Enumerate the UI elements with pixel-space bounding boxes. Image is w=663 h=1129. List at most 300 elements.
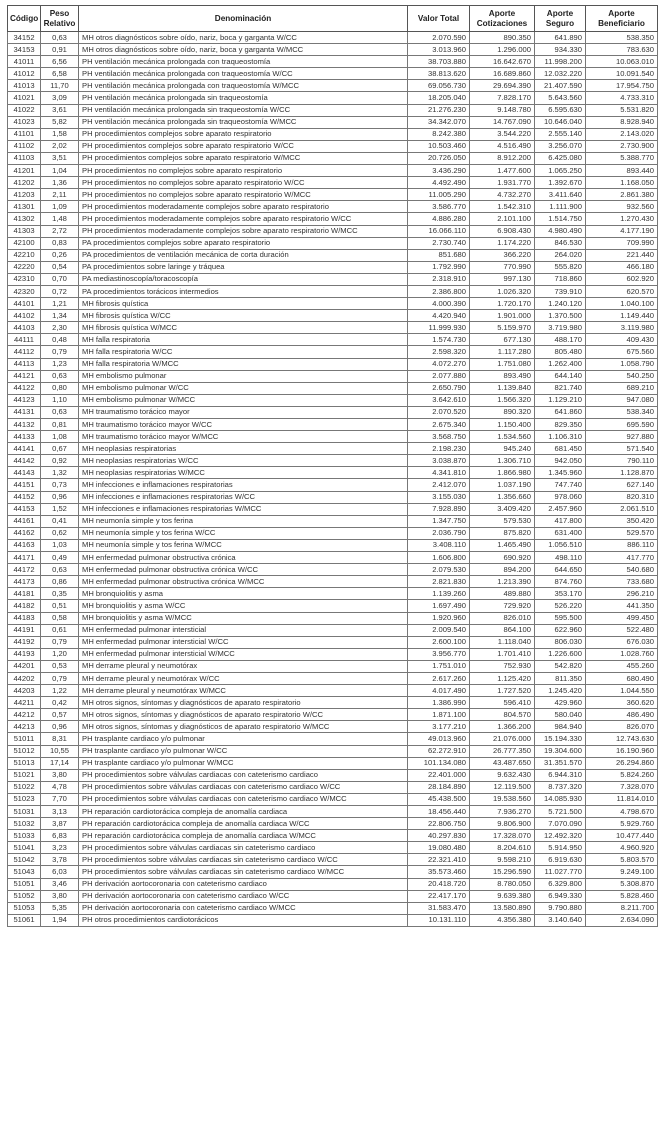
cell-aporte-cotizaciones: 1.213.390 — [470, 576, 535, 588]
cell-aporte-beneficiario: 296.210 — [586, 588, 658, 600]
cell-valor-total: 28.184.890 — [408, 781, 470, 793]
cell-codigo: 44141 — [8, 443, 41, 455]
cell-codigo: 41303 — [8, 225, 41, 237]
table-row — [8, 733, 658, 745]
cell-peso-relativo: 1,58 — [41, 128, 79, 140]
cell-codigo: 44213 — [8, 721, 41, 733]
cell-codigo: 44173 — [8, 576, 41, 588]
table-row — [8, 479, 658, 491]
cell-codigo: 51023 — [8, 793, 41, 805]
cell-aporte-seguro: 739.910 — [535, 285, 586, 297]
cell-valor-total: 2.386.800 — [408, 285, 470, 297]
cell-peso-relativo: 0,54 — [41, 261, 79, 273]
cell-peso-relativo: 6,56 — [41, 56, 79, 68]
cell-denominacion: PA procedimientos de ventilación mecánica de corta duración — [79, 249, 408, 261]
cell-aporte-cotizaciones: 677.130 — [470, 334, 535, 346]
table-row — [8, 527, 658, 539]
cell-denominacion: MH infecciones e inflamaciones respiratorias — [79, 479, 408, 491]
cell-codigo: 34153 — [8, 44, 41, 56]
table-row — [8, 491, 658, 503]
cell-valor-total: 3.956.770 — [408, 648, 470, 660]
cell-aporte-beneficiario: 538.340 — [586, 406, 658, 418]
cell-valor-total: 1.606.800 — [408, 552, 470, 564]
cell-aporte-beneficiario: 627.140 — [586, 479, 658, 491]
cell-codigo: 44172 — [8, 564, 41, 576]
cell-valor-total: 35.573.460 — [408, 866, 470, 878]
cell-aporte-cotizaciones: 1.356.660 — [470, 491, 535, 503]
cell-aporte-beneficiario: 893.440 — [586, 165, 658, 177]
cell-aporte-seguro: 1.370.500 — [535, 310, 586, 322]
cell-codigo: 44111 — [8, 334, 41, 346]
cell-codigo: 44162 — [8, 527, 41, 539]
cell-codigo: 41102 — [8, 140, 41, 152]
cell-aporte-beneficiario: 360.620 — [586, 697, 658, 709]
cell-valor-total: 22.401.000 — [408, 769, 470, 781]
cell-aporte-beneficiario: 680.490 — [586, 672, 658, 684]
table-row — [8, 806, 658, 818]
cell-aporte-beneficiario: 10.477.440 — [586, 830, 658, 842]
cell-aporte-cotizaciones: 14.767.090 — [470, 116, 535, 128]
cell-peso-relativo: 2,02 — [41, 140, 79, 152]
cell-aporte-cotizaciones: 894.200 — [470, 564, 535, 576]
cell-aporte-seguro: 1.262.400 — [535, 358, 586, 370]
cell-peso-relativo: 1,52 — [41, 503, 79, 515]
cell-denominacion: MH otros signos, síntomas y diagnósticos de aparato respiratorio W/MCC — [79, 721, 408, 733]
cell-aporte-seguro: 644.650 — [535, 564, 586, 576]
cell-codigo: 41302 — [8, 213, 41, 225]
cell-aporte-beneficiario: 4.177.190 — [586, 225, 658, 237]
cell-aporte-beneficiario: 820.310 — [586, 491, 658, 503]
cell-codigo: 44183 — [8, 612, 41, 624]
cell-aporte-cotizaciones: 16.642.670 — [470, 56, 535, 68]
cell-codigo: 41301 — [8, 201, 41, 213]
cell-denominacion: PH derivación aortocoronaria con cateterismo cardiaco W/CC — [79, 890, 408, 902]
header-aporte-seguro: Aporte Seguro — [535, 6, 586, 32]
cell-valor-total: 38.813.620 — [408, 68, 470, 80]
table-row — [8, 104, 658, 116]
cell-aporte-beneficiario: 499.450 — [586, 612, 658, 624]
cell-valor-total: 45.438.500 — [408, 793, 470, 805]
cell-denominacion: PH derivación aortocoronaria con cateterismo cardiaco — [79, 878, 408, 890]
cell-aporte-cotizaciones: 4.516.490 — [470, 140, 535, 152]
cell-aporte-cotizaciones: 1.866.980 — [470, 467, 535, 479]
cell-aporte-beneficiario: 2.143.020 — [586, 128, 658, 140]
table-row — [8, 201, 658, 213]
cell-peso-relativo: 3,46 — [41, 878, 79, 890]
cell-codigo: 41202 — [8, 177, 41, 189]
cell-aporte-seguro: 681.450 — [535, 443, 586, 455]
cell-denominacion: MH embolismo pulmonar — [79, 370, 408, 382]
table-row — [8, 842, 658, 854]
cell-valor-total: 3.642.610 — [408, 394, 470, 406]
table-row — [8, 890, 658, 902]
cell-denominacion: PH ventilación mecánica prolongada con traqueostomía W/MCC — [79, 80, 408, 92]
cell-aporte-seguro: 488.170 — [535, 334, 586, 346]
cell-aporte-cotizaciones: 9.806.900 — [470, 818, 535, 830]
cell-denominacion: PH reparación cardiotorácica compleja de anomalía cardiaca W/CC — [79, 818, 408, 830]
cell-peso-relativo: 0,73 — [41, 479, 79, 491]
cell-aporte-beneficiario: 221.440 — [586, 249, 658, 261]
cell-aporte-seguro: 11.027.770 — [535, 866, 586, 878]
cell-aporte-seguro: 21.407.590 — [535, 80, 586, 92]
table-row — [8, 310, 658, 322]
cell-peso-relativo: 0,51 — [41, 600, 79, 612]
cell-aporte-beneficiario: 927.880 — [586, 431, 658, 443]
cell-valor-total: 20.418.720 — [408, 878, 470, 890]
cell-valor-total: 2.009.540 — [408, 624, 470, 636]
cell-codigo: 44203 — [8, 685, 41, 697]
cell-denominacion: PH procedimientos complejos sobre aparato respiratorio W/MCC — [79, 152, 408, 164]
cell-denominacion: MH enfermedad pulmonar obstructiva crónica — [79, 552, 408, 564]
cell-aporte-beneficiario: 676.030 — [586, 636, 658, 648]
cell-denominacion: PH procedimientos sobre válvulas cardiacas sin cateterismo cardiaco — [79, 842, 408, 854]
cell-codigo: 44153 — [8, 503, 41, 515]
cell-aporte-seguro: 6.595.630 — [535, 104, 586, 116]
grd-tariff-table — [7, 5, 658, 927]
table-row — [8, 213, 658, 225]
cell-aporte-seguro: 829.350 — [535, 419, 586, 431]
cell-aporte-cotizaciones: 864.100 — [470, 624, 535, 636]
cell-aporte-seguro: 984.940 — [535, 721, 586, 733]
cell-aporte-seguro: 641.860 — [535, 406, 586, 418]
cell-aporte-seguro: 6.425.080 — [535, 152, 586, 164]
cell-aporte-seguro: 6.949.330 — [535, 890, 586, 902]
cell-aporte-beneficiario: 10.063.010 — [586, 56, 658, 68]
cell-aporte-seguro: 353.170 — [535, 588, 586, 600]
cell-aporte-beneficiario: 11.814.010 — [586, 793, 658, 805]
cell-denominacion: PH procedimientos sobre válvulas cardiacas con cateterismo cardiaco W/MCC — [79, 793, 408, 805]
cell-peso-relativo: 3,80 — [41, 890, 79, 902]
table-row — [8, 44, 658, 56]
cell-aporte-cotizaciones: 1.174.220 — [470, 237, 535, 249]
cell-codigo: 44192 — [8, 636, 41, 648]
cell-aporte-seguro: 644.140 — [535, 370, 586, 382]
cell-peso-relativo: 3,23 — [41, 842, 79, 854]
cell-aporte-beneficiario: 16.190.960 — [586, 745, 658, 757]
cell-denominacion: PH procedimientos moderadamente complejos sobre aparato respiratorio W/MCC — [79, 225, 408, 237]
cell-denominacion: MH traumatismo torácico mayor W/MCC — [79, 431, 408, 443]
cell-aporte-seguro: 10.646.040 — [535, 116, 586, 128]
cell-aporte-cotizaciones: 13.580.890 — [470, 902, 535, 914]
cell-valor-total: 4.072.270 — [408, 358, 470, 370]
cell-valor-total: 2.070.590 — [408, 32, 470, 44]
cell-valor-total: 3.013.960 — [408, 44, 470, 56]
cell-valor-total: 7.928.890 — [408, 503, 470, 515]
table-row — [8, 382, 658, 394]
cell-valor-total: 38.703.880 — [408, 56, 470, 68]
cell-aporte-seguro: 12.032.220 — [535, 68, 586, 80]
cell-denominacion: MH otros diagnósticos sobre oído, nariz, boca y garganta W/MCC — [79, 44, 408, 56]
cell-peso-relativo: 3,87 — [41, 818, 79, 830]
cell-peso-relativo: 0,35 — [41, 588, 79, 600]
cell-peso-relativo: 5,82 — [41, 116, 79, 128]
cell-denominacion: MH otros signos, síntomas y diagnósticos de aparato respiratorio — [79, 697, 408, 709]
cell-aporte-beneficiario: 350.420 — [586, 515, 658, 527]
cell-valor-total: 8.242.380 — [408, 128, 470, 140]
cell-peso-relativo: 0,61 — [41, 624, 79, 636]
cell-aporte-cotizaciones: 729.920 — [470, 600, 535, 612]
cell-valor-total: 1.386.990 — [408, 697, 470, 709]
cell-aporte-seguro: 264.020 — [535, 249, 586, 261]
cell-aporte-beneficiario: 5.803.570 — [586, 854, 658, 866]
cell-peso-relativo: 4,78 — [41, 781, 79, 793]
table-row — [8, 709, 658, 721]
cell-aporte-cotizaciones: 21.076.000 — [470, 733, 535, 745]
cell-peso-relativo: 3,61 — [41, 104, 79, 116]
cell-aporte-seguro: 9.790.880 — [535, 902, 586, 914]
cell-codigo: 44142 — [8, 455, 41, 467]
cell-denominacion: MH falla respiratoria W/MCC — [79, 358, 408, 370]
table-row — [8, 334, 658, 346]
cell-denominacion: PH trasplante cardiaco y/o pulmonar W/MCC — [79, 757, 408, 769]
table-row — [8, 32, 658, 44]
cell-aporte-seguro: 429.960 — [535, 697, 586, 709]
table-row — [8, 588, 658, 600]
cell-codigo: 51022 — [8, 781, 41, 793]
cell-denominacion: PH procedimientos no complejos sobre aparato respiratorio W/MCC — [79, 189, 408, 201]
cell-aporte-beneficiario: 538.350 — [586, 32, 658, 44]
cell-aporte-beneficiario: 466.180 — [586, 261, 658, 273]
cell-aporte-seguro: 19.304.600 — [535, 745, 586, 757]
cell-aporte-cotizaciones: 1.306.710 — [470, 455, 535, 467]
cell-aporte-seguro: 11.998.200 — [535, 56, 586, 68]
cell-aporte-cotizaciones: 1.139.840 — [470, 382, 535, 394]
table-row — [8, 406, 658, 418]
cell-valor-total: 1.751.010 — [408, 660, 470, 672]
cell-codigo: 44133 — [8, 431, 41, 443]
cell-denominacion: MH neumonía simple y tos ferina W/CC — [79, 527, 408, 539]
cell-aporte-beneficiario: 695.590 — [586, 419, 658, 431]
table-row — [8, 660, 658, 672]
cell-aporte-cotizaciones: 1.720.170 — [470, 298, 535, 310]
cell-denominacion: PH procedimientos complejos sobre aparato respiratorio W/CC — [79, 140, 408, 152]
table-row — [8, 298, 658, 310]
cell-codigo: 44163 — [8, 539, 41, 551]
cell-denominacion: PA procedimientos complejos sobre aparato respiratorio — [79, 237, 408, 249]
cell-aporte-beneficiario: 5.929.760 — [586, 818, 658, 830]
cell-denominacion: PH trasplante cardiaco y/o pulmonar — [79, 733, 408, 745]
cell-aporte-beneficiario: 2.861.380 — [586, 189, 658, 201]
cell-aporte-beneficiario: 733.680 — [586, 576, 658, 588]
table-row — [8, 914, 658, 926]
cell-peso-relativo: 3,09 — [41, 92, 79, 104]
cell-codigo: 41201 — [8, 165, 41, 177]
table-row — [8, 818, 658, 830]
cell-denominacion: MH derrame pleural y neumotórax — [79, 660, 408, 672]
cell-codigo: 41022 — [8, 104, 41, 116]
cell-valor-total: 10.131.110 — [408, 914, 470, 926]
cell-aporte-cotizaciones: 1.125.420 — [470, 672, 535, 684]
cell-aporte-cotizaciones: 1.117.280 — [470, 346, 535, 358]
cell-aporte-cotizaciones: 1.751.080 — [470, 358, 535, 370]
cell-codigo: 44143 — [8, 467, 41, 479]
cell-codigo: 41012 — [8, 68, 41, 80]
cell-valor-total: 2.070.520 — [408, 406, 470, 418]
cell-valor-total: 4.017.490 — [408, 685, 470, 697]
cell-aporte-seguro: 417.800 — [535, 515, 586, 527]
table-row — [8, 455, 658, 467]
cell-peso-relativo: 0,70 — [41, 273, 79, 285]
cell-codigo: 51012 — [8, 745, 41, 757]
cell-codigo: 44193 — [8, 648, 41, 660]
cell-peso-relativo: 0,83 — [41, 237, 79, 249]
table-row — [8, 189, 658, 201]
cell-aporte-beneficiario: 522.480 — [586, 624, 658, 636]
cell-aporte-beneficiario: 417.770 — [586, 552, 658, 564]
table-row — [8, 285, 658, 297]
table-row — [8, 370, 658, 382]
cell-aporte-cotizaciones: 770.990 — [470, 261, 535, 273]
cell-aporte-seguro: 978.060 — [535, 491, 586, 503]
cell-peso-relativo: 1,94 — [41, 914, 79, 926]
cell-denominacion: MH otros signos, síntomas y diagnósticos de aparato respiratorio W/CC — [79, 709, 408, 721]
cell-codigo: 42210 — [8, 249, 41, 261]
cell-peso-relativo: 10,55 — [41, 745, 79, 757]
cell-peso-relativo: 11,70 — [41, 80, 79, 92]
table-row — [8, 769, 658, 781]
cell-aporte-cotizaciones: 3.544.220 — [470, 128, 535, 140]
cell-peso-relativo: 0,62 — [41, 527, 79, 539]
cell-aporte-beneficiario: 1.044.550 — [586, 685, 658, 697]
cell-aporte-cotizaciones: 1.727.520 — [470, 685, 535, 697]
cell-aporte-seguro: 526.220 — [535, 600, 586, 612]
cell-aporte-cotizaciones: 489.880 — [470, 588, 535, 600]
cell-codigo: 44211 — [8, 697, 41, 709]
cell-valor-total: 2.079.530 — [408, 564, 470, 576]
cell-aporte-beneficiario: 1.028.760 — [586, 648, 658, 660]
cell-aporte-seguro: 942.050 — [535, 455, 586, 467]
cell-aporte-cotizaciones: 19.538.560 — [470, 793, 535, 805]
table-row — [8, 140, 658, 152]
cell-aporte-cotizaciones: 366.220 — [470, 249, 535, 261]
cell-denominacion: PH ventilación mecánica prolongada sin traqueostomía W/CC — [79, 104, 408, 116]
cell-denominacion: PH procedimientos sobre válvulas cardiacas sin cateterismo cardiaco W/CC — [79, 854, 408, 866]
cell-peso-relativo: 1,03 — [41, 539, 79, 551]
cell-aporte-beneficiario: 409.430 — [586, 334, 658, 346]
header-peso-relativo: Peso Relativo — [41, 6, 79, 32]
cell-denominacion: PH procedimientos sobre válvulas cardiacas sin cateterismo cardiaco W/MCC — [79, 866, 408, 878]
cell-aporte-cotizaciones: 690.920 — [470, 552, 535, 564]
cell-codigo: 51043 — [8, 866, 41, 878]
cell-valor-total: 3.568.750 — [408, 431, 470, 443]
cell-valor-total: 4.420.940 — [408, 310, 470, 322]
cell-codigo: 51051 — [8, 878, 41, 890]
table-row — [8, 745, 658, 757]
cell-peso-relativo: 0,42 — [41, 697, 79, 709]
table-row — [8, 672, 658, 684]
cell-peso-relativo: 6,03 — [41, 866, 79, 878]
table-row — [8, 781, 658, 793]
cell-peso-relativo: 0,80 — [41, 382, 79, 394]
table-row — [8, 576, 658, 588]
cell-denominacion: PH ventilación mecánica prolongada con traqueostomía — [79, 56, 408, 68]
cell-denominacion: MH derrame pleural y neumotórax W/CC — [79, 672, 408, 684]
cell-denominacion: MH enfermedad pulmonar intersticial — [79, 624, 408, 636]
cell-denominacion: MH enfermedad pulmonar obstructiva crónica W/MCC — [79, 576, 408, 588]
cell-aporte-seguro: 5.914.950 — [535, 842, 586, 854]
cell-denominacion: MH enfermedad pulmonar intersticial W/CC — [79, 636, 408, 648]
cell-peso-relativo: 1,34 — [41, 310, 79, 322]
cell-peso-relativo: 0,48 — [41, 334, 79, 346]
cell-codigo: 51031 — [8, 806, 41, 818]
cell-valor-total: 31.583.470 — [408, 902, 470, 914]
cell-codigo: 51061 — [8, 914, 41, 926]
cell-valor-total: 3.436.290 — [408, 165, 470, 177]
document-page — [7, 5, 658, 927]
table-row — [8, 273, 658, 285]
cell-denominacion: MH otros diagnósticos sobre oído, nariz, boca y garganta W/CC — [79, 32, 408, 44]
cell-aporte-cotizaciones: 1.701.410 — [470, 648, 535, 660]
cell-aporte-seguro: 805.480 — [535, 346, 586, 358]
cell-aporte-cotizaciones: 890.320 — [470, 406, 535, 418]
cell-aporte-cotizaciones: 1.118.040 — [470, 636, 535, 648]
cell-peso-relativo: 2,72 — [41, 225, 79, 237]
cell-valor-total: 69.056.730 — [408, 80, 470, 92]
cell-aporte-beneficiario: 2.730.900 — [586, 140, 658, 152]
cell-aporte-beneficiario: 8.211.700 — [586, 902, 658, 914]
cell-aporte-cotizaciones: 579.530 — [470, 515, 535, 527]
cell-peso-relativo: 1,04 — [41, 165, 79, 177]
cell-valor-total: 3.408.110 — [408, 539, 470, 551]
cell-aporte-cotizaciones: 997.130 — [470, 273, 535, 285]
table-row — [8, 68, 658, 80]
cell-aporte-seguro: 631.400 — [535, 527, 586, 539]
cell-aporte-beneficiario: 5.828.460 — [586, 890, 658, 902]
cell-aporte-beneficiario: 441.350 — [586, 600, 658, 612]
cell-codigo: 51053 — [8, 902, 41, 914]
table-row — [8, 346, 658, 358]
cell-peso-relativo: 0,72 — [41, 285, 79, 297]
cell-valor-total: 16.066.110 — [408, 225, 470, 237]
cell-aporte-beneficiario: 571.540 — [586, 443, 658, 455]
cell-valor-total: 851.680 — [408, 249, 470, 261]
cell-peso-relativo: 1,36 — [41, 177, 79, 189]
cell-codigo: 42310 — [8, 273, 41, 285]
table-row — [8, 636, 658, 648]
table-row — [8, 92, 658, 104]
header-codigo: Código — [8, 6, 41, 32]
cell-valor-total: 2.675.340 — [408, 419, 470, 431]
cell-codigo: 51052 — [8, 890, 41, 902]
cell-aporte-seguro: 15.194.330 — [535, 733, 586, 745]
cell-denominacion: PH otros procedimientos cardiotorácicos — [79, 914, 408, 926]
cell-valor-total: 2.036.790 — [408, 527, 470, 539]
table-row — [8, 431, 658, 443]
cell-peso-relativo: 0,91 — [41, 44, 79, 56]
table-row — [8, 322, 658, 334]
cell-codigo: 34152 — [8, 32, 41, 44]
cell-codigo: 51041 — [8, 842, 41, 854]
cell-denominacion: MH traumatismo torácico mayor W/CC — [79, 419, 408, 431]
table-row — [8, 793, 658, 805]
cell-aporte-cotizaciones: 945.240 — [470, 443, 535, 455]
cell-aporte-seguro: 3.719.980 — [535, 322, 586, 334]
cell-aporte-seguro: 1.392.670 — [535, 177, 586, 189]
cell-valor-total: 34.342.070 — [408, 116, 470, 128]
cell-aporte-beneficiario: 12.743.630 — [586, 733, 658, 745]
cell-aporte-seguro: 1.245.420 — [535, 685, 586, 697]
cell-aporte-cotizaciones: 5.159.970 — [470, 322, 535, 334]
cell-denominacion: PH procedimientos no complejos sobre aparato respiratorio W/CC — [79, 177, 408, 189]
cell-aporte-beneficiario: 10.091.540 — [586, 68, 658, 80]
cell-peso-relativo: 3,51 — [41, 152, 79, 164]
cell-aporte-beneficiario: 783.630 — [586, 44, 658, 56]
cell-codigo: 51033 — [8, 830, 41, 842]
cell-codigo: 51013 — [8, 757, 41, 769]
table-row — [8, 697, 658, 709]
cell-denominacion: MH traumatismo torácico mayor — [79, 406, 408, 418]
table-row — [8, 648, 658, 660]
